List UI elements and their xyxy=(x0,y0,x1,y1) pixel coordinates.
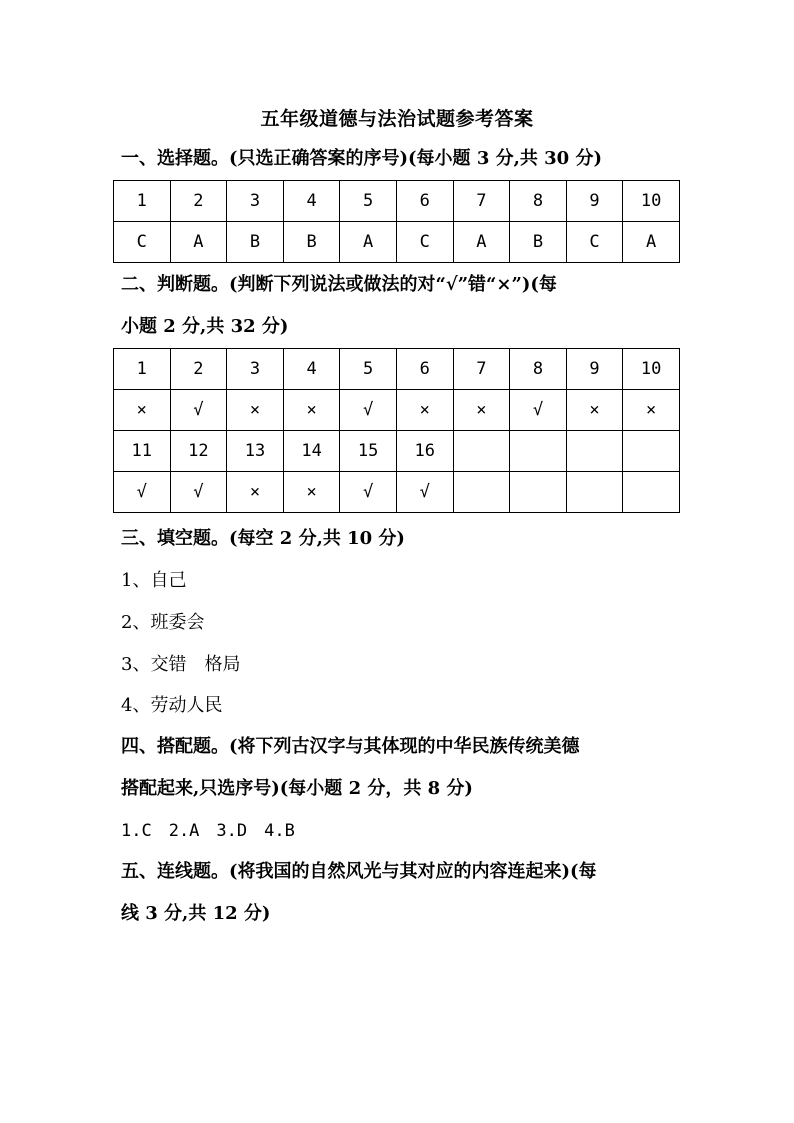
table-cell: 10 xyxy=(623,349,680,390)
table-cell: 6 xyxy=(396,349,453,390)
table-cell: 10 xyxy=(623,181,680,222)
fill-answer-1: 1、自己 xyxy=(121,570,187,591)
section2-answer-row-1 xyxy=(114,390,680,431)
table-cell: × xyxy=(227,390,284,431)
table-cell: 3 xyxy=(227,181,284,222)
table-cell: C xyxy=(566,222,623,263)
section2-number-row-1 xyxy=(114,349,680,390)
section2-heading-line2: 小题 2 分,共 32 分) xyxy=(121,316,289,337)
table-cell: B xyxy=(227,222,284,263)
section1-answer-row xyxy=(114,222,680,263)
table-cell: B xyxy=(510,222,567,263)
table-cell: √ xyxy=(170,472,227,513)
section5-heading-line2: 线 3 分,共 12 分) xyxy=(121,903,271,924)
table-cell: A xyxy=(340,222,397,263)
table-cell xyxy=(623,472,680,513)
table-cell xyxy=(510,431,567,472)
table-cell: 14 xyxy=(283,431,340,472)
table-cell: 7 xyxy=(453,349,510,390)
table-cell: √ xyxy=(340,472,397,513)
table-cell: 4 xyxy=(283,181,340,222)
table-cell: 4 xyxy=(283,349,340,390)
table-cell: × xyxy=(227,472,284,513)
table-cell: C xyxy=(114,222,171,263)
table-cell: 5 xyxy=(340,349,397,390)
table-cell: × xyxy=(114,390,171,431)
section1-answer-table xyxy=(113,180,680,263)
table-cell: √ xyxy=(170,390,227,431)
table-cell xyxy=(453,431,510,472)
fill-answer-3: 3、交错 格局 xyxy=(121,654,241,675)
table-cell: × xyxy=(283,472,340,513)
table-cell: × xyxy=(283,390,340,431)
table-cell: 3 xyxy=(227,349,284,390)
fill-answer-2: 2、班委会 xyxy=(121,612,205,633)
table-cell: 15 xyxy=(340,431,397,472)
table-cell: 13 xyxy=(227,431,284,472)
table-cell xyxy=(510,472,567,513)
section4-heading-line2: 搭配起来,只选序号)(每小题 2 分，共 8 分) xyxy=(121,778,473,799)
table-cell: × xyxy=(396,390,453,431)
table-cell: A xyxy=(453,222,510,263)
table-cell: B xyxy=(283,222,340,263)
section2-heading-line1: 二、判断题。(判断下列说法或做法的对“√”错“×”)(每 xyxy=(121,274,557,295)
table-cell: × xyxy=(453,390,510,431)
table-cell: × xyxy=(566,390,623,431)
section2-answer-table xyxy=(113,348,680,513)
fill-answer-4: 4、劳动人民 xyxy=(121,695,223,716)
table-cell: 1 xyxy=(114,181,171,222)
table-cell: 2 xyxy=(170,349,227,390)
table-cell: 11 xyxy=(114,431,171,472)
matching-answers: 1.C 2.A 3.D 4.B xyxy=(121,821,295,841)
table-cell: 9 xyxy=(566,181,623,222)
table-cell: √ xyxy=(396,472,453,513)
table-cell: 16 xyxy=(396,431,453,472)
table-cell xyxy=(566,431,623,472)
section4-heading-line1: 四、搭配题。(将下列古汉字与其体现的中华民族传统美德 xyxy=(121,736,580,757)
table-cell: √ xyxy=(510,390,567,431)
table-cell xyxy=(623,431,680,472)
table-cell: 1 xyxy=(114,349,171,390)
section3-heading: 三、填空题。(每空 2 分,共 10 分) xyxy=(121,528,405,549)
section2-number-row-2 xyxy=(114,431,680,472)
section1-number-row xyxy=(114,181,680,222)
table-cell: √ xyxy=(340,390,397,431)
section2-answer-row-2 xyxy=(114,472,680,513)
table-cell: 7 xyxy=(453,181,510,222)
table-cell: A xyxy=(170,222,227,263)
section5-heading-line1: 五、连线题。(将我国的自然风光与其对应的内容连起来)(每 xyxy=(121,861,597,882)
section1-heading: 一、选择题。(只选正确答案的序号)(每小题 3 分,共 30 分) xyxy=(121,148,602,169)
table-cell: C xyxy=(396,222,453,263)
table-cell: 8 xyxy=(510,181,567,222)
table-cell: × xyxy=(623,390,680,431)
table-cell: A xyxy=(623,222,680,263)
table-cell: 9 xyxy=(566,349,623,390)
table-cell: 6 xyxy=(396,181,453,222)
table-cell: √ xyxy=(114,472,171,513)
table-cell xyxy=(566,472,623,513)
table-cell xyxy=(453,472,510,513)
table-cell: 8 xyxy=(510,349,567,390)
table-cell: 2 xyxy=(170,181,227,222)
table-cell: 5 xyxy=(340,181,397,222)
table-cell: 12 xyxy=(170,431,227,472)
page-title: 五年级道德与法治试题参考答案 xyxy=(260,108,534,130)
